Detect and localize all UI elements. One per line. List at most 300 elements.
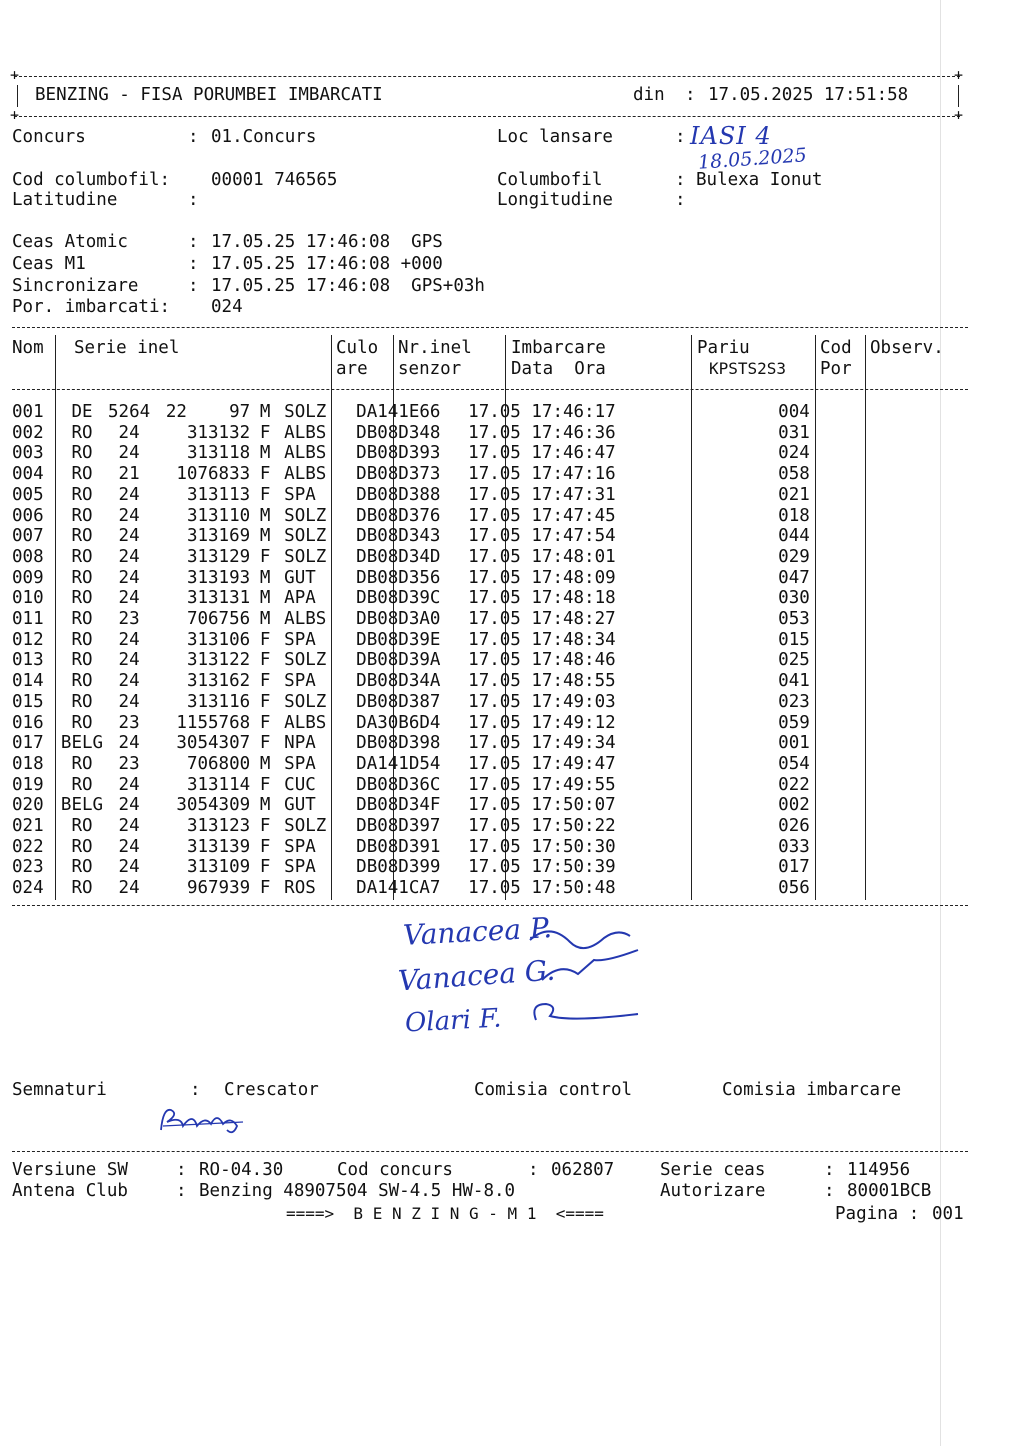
cell-pariu bbox=[652, 878, 774, 899]
table-row bbox=[12, 795, 826, 816]
cell-color: SPA bbox=[284, 629, 316, 650]
cell-nom: 022 bbox=[12, 836, 44, 857]
sincronizare-value: 17.05.25 17:46:08 GPS+03h bbox=[211, 276, 485, 296]
cell-pariu bbox=[652, 568, 774, 589]
table-border-top bbox=[12, 327, 968, 328]
porumbei-imbarcati-value: 024 bbox=[211, 297, 243, 317]
columbofil-label: Columbofil bbox=[497, 170, 603, 190]
cell-color: GUT bbox=[284, 567, 316, 588]
cell-cod-por: 029 bbox=[778, 546, 810, 567]
cell-sex: M bbox=[259, 505, 271, 526]
cell-cod-por: 041 bbox=[778, 671, 810, 692]
corner: + bbox=[954, 66, 964, 84]
header-serie-inel: Serie inel bbox=[74, 338, 180, 358]
cell-year: 24 bbox=[118, 795, 140, 816]
cell-boarding-datetime: 17.05 17:47:31 bbox=[468, 484, 616, 505]
cell-nom: 017 bbox=[12, 733, 44, 754]
cell-country: RO bbox=[71, 567, 93, 588]
cell-cod-por: 015 bbox=[778, 629, 810, 650]
cell-pariu bbox=[652, 464, 774, 485]
cell-sex: M bbox=[259, 609, 271, 630]
cell-sex: F bbox=[259, 774, 271, 795]
cell-boarding-datetime: 17.05 17:48:34 bbox=[468, 629, 616, 650]
colon: : bbox=[528, 1160, 539, 1180]
cell-color: SPA bbox=[284, 484, 316, 505]
cell-boarding-datetime: 17.05 17:49:55 bbox=[468, 774, 616, 795]
cell-ring-number: 313106 bbox=[186, 629, 251, 650]
cell-color: SPA bbox=[284, 753, 316, 774]
cell-year: 24 bbox=[118, 505, 140, 526]
cell-cod-por: 033 bbox=[778, 836, 810, 857]
cell-year: 24 bbox=[118, 526, 140, 547]
cell-nom: 004 bbox=[12, 464, 44, 485]
cell-ring-number: 313114 bbox=[186, 774, 251, 795]
cell-year: 24 bbox=[118, 546, 140, 567]
colon: : bbox=[824, 1181, 835, 1201]
cell-pariu bbox=[652, 816, 774, 837]
cell-pariu bbox=[652, 857, 774, 878]
cell-sensor-ring: DB08D376 bbox=[356, 505, 441, 526]
table-row bbox=[12, 837, 826, 858]
cell-pariu bbox=[652, 402, 774, 423]
cell-sensor-ring: DB08D387 bbox=[356, 691, 441, 712]
header-pariu-2: KPSTS2S3 bbox=[709, 359, 787, 378]
cell-ring-number: 1076833 bbox=[176, 464, 251, 485]
table-row bbox=[12, 609, 826, 630]
cell-sensor-ring: DB08D373 bbox=[356, 464, 441, 485]
cell-color: SOLZ bbox=[284, 691, 327, 712]
cell-boarding-datetime: 17.05 17:50:30 bbox=[468, 836, 616, 857]
table-row bbox=[12, 630, 826, 651]
cell-boarding-datetime: 17.05 17:50:39 bbox=[468, 857, 616, 878]
table-row bbox=[12, 506, 826, 527]
cell-boarding-datetime: 17.05 17:50:48 bbox=[468, 878, 616, 899]
cell-color: SPA bbox=[284, 836, 316, 857]
cell-pariu bbox=[652, 692, 774, 713]
cell-sensor-ring: DA141E66 bbox=[356, 402, 441, 422]
print-date: 17.05.2025 17:51:58 bbox=[708, 85, 909, 105]
cell-cod-por: 004 bbox=[778, 402, 810, 422]
table-border-bottom bbox=[12, 905, 968, 906]
cell-pariu bbox=[652, 547, 774, 568]
cell-boarding-datetime: 17.05 17:46:17 bbox=[468, 402, 616, 422]
cell-ring-number: 313116 bbox=[186, 691, 251, 712]
cell-boarding-datetime: 17.05 17:49:47 bbox=[468, 753, 616, 774]
cell-boarding-datetime: 17.05 17:46:36 bbox=[468, 422, 616, 443]
serie-ceas-value: 114956 bbox=[847, 1160, 911, 1180]
header-border-bottom bbox=[14, 116, 960, 117]
cell-cod-por: 054 bbox=[778, 753, 810, 774]
cell-boarding-datetime: 17.05 17:47:54 bbox=[468, 526, 616, 547]
cell-boarding-datetime: 17.05 17:48:27 bbox=[468, 609, 616, 630]
cell-sensor-ring: DB08D398 bbox=[356, 733, 441, 754]
cod-concurs-value: 062807 bbox=[551, 1160, 615, 1180]
cell-color: SOLZ bbox=[284, 546, 327, 567]
cell-pariu bbox=[652, 837, 774, 858]
cell-country: RO bbox=[71, 774, 93, 795]
cell-cod-por: 025 bbox=[778, 650, 810, 671]
cell-nom: 007 bbox=[12, 526, 44, 547]
cell-nom: 010 bbox=[12, 588, 44, 609]
cell-cod-por: 023 bbox=[778, 691, 810, 712]
cell-sex: M bbox=[259, 795, 271, 816]
cell-pariu bbox=[652, 506, 774, 527]
cell-color: SPA bbox=[284, 857, 316, 878]
cell-ring-number: 3054309 bbox=[176, 795, 251, 816]
cell-color: ALBS bbox=[284, 609, 327, 630]
table-row bbox=[12, 857, 826, 878]
table-row bbox=[12, 775, 826, 796]
corner: + bbox=[10, 66, 20, 84]
table-row bbox=[12, 650, 826, 671]
cell-ring-number: 967939 bbox=[186, 878, 251, 899]
cell-sex: F bbox=[259, 629, 271, 650]
cell-cod-por: 047 bbox=[778, 567, 810, 588]
ceas-atomic-value: 17.05.25 17:46:08 GPS bbox=[211, 232, 443, 252]
cell-pariu bbox=[652, 485, 774, 506]
crescator-label: Crescator bbox=[224, 1080, 319, 1100]
header-nom: Nom bbox=[12, 338, 44, 358]
cell-ring-number: 706756 bbox=[186, 609, 251, 630]
header-border-top bbox=[14, 76, 960, 77]
cell-cod-por: 059 bbox=[778, 712, 810, 733]
cell-nom: 001 bbox=[12, 402, 44, 422]
cell-sex: F bbox=[259, 878, 271, 899]
loc-lansare-handwritten: IASI 4 bbox=[690, 122, 772, 150]
cell-sensor-ring: DB08D34D bbox=[356, 546, 441, 567]
cell-boarding-datetime: 17.05 17:50:22 bbox=[468, 816, 616, 837]
table-header-border-bottom bbox=[12, 389, 968, 390]
cell-year: 5264 bbox=[108, 402, 151, 422]
cell-country: RO bbox=[71, 484, 93, 505]
cell-ring-number: 313122 bbox=[186, 650, 251, 671]
cell-country: RO bbox=[71, 691, 93, 712]
cell-year: 24 bbox=[118, 671, 140, 692]
header-border-left bbox=[17, 85, 18, 107]
colon: : bbox=[188, 276, 199, 296]
cell-ring-number: 313123 bbox=[186, 816, 251, 837]
cell-year: 24 bbox=[118, 650, 140, 671]
cell-year: 24 bbox=[118, 588, 140, 609]
latitudine-label: Latitudine bbox=[12, 190, 118, 210]
handwritten-signature-1: Vanacea P. bbox=[402, 911, 553, 952]
cell-country: RO bbox=[71, 588, 93, 609]
cell-boarding-datetime: 17.05 17:48:01 bbox=[468, 546, 616, 567]
cell-ring-number: 1155768 bbox=[176, 712, 251, 733]
cell-year: 24 bbox=[118, 567, 140, 588]
cell-nom: 006 bbox=[12, 505, 44, 526]
cell-year: 24 bbox=[118, 443, 140, 464]
table-row bbox=[12, 754, 826, 775]
cell-sensor-ring: DB08D34A bbox=[356, 671, 441, 692]
cell-country: RO bbox=[71, 526, 93, 547]
cell-nom: 014 bbox=[12, 671, 44, 692]
cell-nom: 018 bbox=[12, 753, 44, 774]
cell-nom: 003 bbox=[12, 443, 44, 464]
signature-scribbles bbox=[520, 920, 650, 1035]
cell-ring-number: 706800 bbox=[186, 753, 251, 774]
cell-color: ALBS bbox=[284, 443, 327, 464]
cell-ring-number: 313113 bbox=[186, 484, 251, 505]
footer-border-top bbox=[12, 1151, 968, 1152]
antena-club-label: Antena Club bbox=[12, 1181, 128, 1201]
handwritten-signature-2: Vanacea G. bbox=[397, 953, 557, 998]
pigeons-table-body bbox=[12, 402, 826, 899]
colon: : bbox=[685, 85, 696, 105]
longitudine-label: Longitudine bbox=[497, 190, 613, 210]
corner: + bbox=[10, 106, 20, 124]
cell-sensor-ring: DB08D388 bbox=[356, 484, 441, 505]
cell-pariu bbox=[652, 650, 774, 671]
cell-cod-por: 021 bbox=[778, 484, 810, 505]
header-nr-inel-1: Nr.inel bbox=[398, 338, 472, 358]
sincronizare-label: Sincronizare bbox=[12, 276, 139, 296]
cell-country: RO bbox=[71, 712, 93, 733]
header-pariu-1: Pariu bbox=[697, 338, 750, 358]
cell-country: RO bbox=[71, 671, 93, 692]
cell-boarding-datetime: 17.05 17:49:03 bbox=[468, 691, 616, 712]
cell-sex: F bbox=[259, 691, 271, 712]
cell-color: SOLZ bbox=[284, 402, 327, 422]
cell-color: SPA bbox=[284, 671, 316, 692]
cell-sex: F bbox=[259, 484, 271, 505]
cell-sensor-ring: DB08D343 bbox=[356, 526, 441, 547]
pagina-label: Pagina : bbox=[835, 1204, 920, 1224]
cell-country: BELG bbox=[60, 795, 104, 816]
cod-concurs-label: Cod concurs bbox=[337, 1160, 453, 1180]
cell-sex: F bbox=[259, 546, 271, 567]
cell-color: SOLZ bbox=[284, 650, 327, 671]
handwritten-signature-3: Olari F. bbox=[404, 1003, 503, 1039]
crescator-signature bbox=[155, 1102, 250, 1142]
cell-ring-number: 313169 bbox=[186, 526, 251, 547]
cell-pariu bbox=[652, 443, 774, 464]
cell-color: SOLZ bbox=[284, 505, 327, 526]
cell-nom: 008 bbox=[12, 546, 44, 567]
table-row bbox=[12, 568, 826, 589]
cell-country: RO bbox=[71, 443, 93, 464]
cell-sensor-ring: DB08D397 bbox=[356, 816, 441, 837]
cell-cod-por: 031 bbox=[778, 422, 810, 443]
cell-ring-number: 313109 bbox=[186, 857, 251, 878]
cell-cod-por: 058 bbox=[778, 464, 810, 485]
cell-sex: F bbox=[259, 733, 271, 754]
corner: + bbox=[954, 106, 964, 124]
loc-lansare-label: Loc lansare bbox=[497, 127, 613, 147]
table-row bbox=[12, 878, 826, 899]
header-cod-1: Cod bbox=[820, 338, 852, 358]
cell-pariu bbox=[652, 775, 774, 796]
cell-country: RO bbox=[71, 816, 93, 837]
cell-country: RO bbox=[71, 836, 93, 857]
cell-cod-por: 022 bbox=[778, 774, 810, 795]
cell-boarding-datetime: 17.05 17:48:46 bbox=[468, 650, 616, 671]
cell-color: SOLZ bbox=[284, 816, 327, 837]
colon: : bbox=[675, 190, 686, 210]
cell-pariu bbox=[652, 733, 774, 754]
cell-ring-number: 313129 bbox=[186, 546, 251, 567]
cell-ring-number: 313110 bbox=[186, 505, 251, 526]
ceas-m1-label: Ceas M1 bbox=[12, 254, 86, 274]
cell-pariu bbox=[652, 588, 774, 609]
cell-sex: F bbox=[259, 650, 271, 671]
versiune-sw-value: RO-04.30 bbox=[199, 1160, 284, 1180]
benzing-banner: ====> B E N Z I N G - M 1 <==== bbox=[286, 1204, 604, 1223]
cell-cod-por: 002 bbox=[778, 795, 810, 816]
cell-country: RO bbox=[71, 753, 93, 774]
cell-sensor-ring: DB08D348 bbox=[356, 422, 441, 443]
cell-nom: 020 bbox=[12, 795, 44, 816]
cell-sex: F bbox=[259, 857, 271, 878]
cell-sex: F bbox=[259, 836, 271, 857]
table-row bbox=[12, 423, 826, 444]
header-observatii: Observ. bbox=[870, 338, 944, 358]
cell-sex: M bbox=[259, 443, 271, 464]
cell-country: RO bbox=[71, 505, 93, 526]
concurs-label: Concurs bbox=[12, 127, 86, 147]
cell-cod-por: 001 bbox=[778, 733, 810, 754]
header-culoare-1: Culo bbox=[336, 338, 379, 358]
cell-country: RO bbox=[71, 878, 93, 899]
columbofil-value: Bulexa Ionut bbox=[696, 170, 823, 190]
table-row bbox=[12, 402, 826, 423]
cell-cod-por: 053 bbox=[778, 609, 810, 630]
cell-sex: F bbox=[259, 712, 271, 733]
cell-color: ALBS bbox=[284, 712, 327, 733]
colon: : bbox=[188, 127, 199, 147]
semnaturi-label: Semnaturi bbox=[12, 1080, 107, 1100]
cell-sex: M bbox=[259, 753, 271, 774]
cell-sensor-ring: DB08D393 bbox=[356, 443, 441, 464]
cell-color: SOLZ bbox=[284, 526, 327, 547]
autorizare-label: Autorizare bbox=[660, 1181, 766, 1201]
comisia-control-label: Comisia control bbox=[474, 1080, 633, 1100]
cell-sex: M bbox=[259, 402, 271, 422]
cell-sensor-ring: DA141CA7 bbox=[356, 878, 441, 899]
ceas-atomic-label: Ceas Atomic bbox=[12, 232, 128, 252]
antena-club-value: Benzing 48907504 SW-4.5 HW-8.0 bbox=[199, 1181, 516, 1201]
cell-ring-number: 313193 bbox=[186, 567, 251, 588]
cell-boarding-datetime: 17.05 17:49:12 bbox=[468, 712, 616, 733]
table-row bbox=[12, 588, 826, 609]
cell-year: 24 bbox=[118, 629, 140, 650]
cell-boarding-datetime: 17.05 17:48:09 bbox=[468, 567, 616, 588]
cod-columbofil-value: 00001 746565 bbox=[211, 170, 338, 190]
cell-nom: 009 bbox=[12, 567, 44, 588]
cell-year: 23 bbox=[118, 712, 140, 733]
pigeons-table bbox=[12, 402, 826, 899]
cell-sensor-ring: DB08D356 bbox=[356, 567, 441, 588]
cell-sensor-ring: DB08D39A bbox=[356, 650, 441, 671]
table-row bbox=[12, 816, 826, 837]
cell-cod-por: 044 bbox=[778, 526, 810, 547]
page-edge bbox=[940, 0, 941, 1446]
cell-sensor-ring: DA30B6D4 bbox=[356, 712, 441, 733]
porumbei-imbarcati-label: Por. imbarcati: bbox=[12, 297, 171, 317]
cell-country: RO bbox=[71, 546, 93, 567]
table-row bbox=[12, 526, 826, 547]
cell-country: BELG bbox=[60, 733, 104, 754]
cell-pariu bbox=[652, 754, 774, 775]
cell-country: RO bbox=[71, 464, 93, 485]
cell-sensor-ring: DB08D399 bbox=[356, 857, 441, 878]
ceas-m1-value: 17.05.25 17:46:08 +000 bbox=[211, 254, 443, 274]
colon: : bbox=[188, 254, 199, 274]
cell-sex: F bbox=[259, 464, 271, 485]
cell-nom: 002 bbox=[12, 422, 44, 443]
cell-boarding-datetime: 17.05 17:50:07 bbox=[468, 795, 616, 816]
cell-sensor-ring: DA141D54 bbox=[356, 753, 441, 774]
versiune-sw-label: Versiune SW bbox=[12, 1160, 128, 1180]
cell-sensor-ring: DB08D3A0 bbox=[356, 609, 441, 630]
table-row bbox=[12, 692, 826, 713]
cell-country: RO bbox=[71, 629, 93, 650]
table-row bbox=[12, 464, 826, 485]
cell-boarding-datetime: 17.05 17:48:55 bbox=[468, 671, 616, 692]
cell-color: GUT bbox=[284, 795, 316, 816]
cell-boarding-datetime: 17.05 17:49:34 bbox=[468, 733, 616, 754]
cell-cod-por: 056 bbox=[778, 878, 810, 899]
cell-pariu bbox=[652, 713, 774, 734]
cell-year: 24 bbox=[118, 774, 140, 795]
cell-cod-por: 018 bbox=[778, 505, 810, 526]
cell-sensor-ring: DB08D39C bbox=[356, 588, 441, 609]
cell-ring-number: 313162 bbox=[186, 671, 251, 692]
pagina-value: 001 bbox=[932, 1204, 964, 1224]
cell-color: ALBS bbox=[284, 464, 327, 485]
cell-year: 24 bbox=[118, 816, 140, 837]
autorizare-value: 80001BCB bbox=[847, 1181, 932, 1201]
header-culoare-2: are bbox=[336, 359, 368, 379]
colon: : bbox=[176, 1160, 187, 1180]
cell-sensor-ring: DB08D391 bbox=[356, 836, 441, 857]
cod-columbofil-label: Cod columbofil: bbox=[12, 170, 171, 190]
cell-nom: 012 bbox=[12, 629, 44, 650]
cell-sex: M bbox=[259, 567, 271, 588]
cell-ring-number: 313131 bbox=[186, 588, 251, 609]
cell-year: 24 bbox=[118, 733, 140, 754]
table-row bbox=[12, 547, 826, 568]
cell-nom: 011 bbox=[12, 609, 44, 630]
cell-cod-por: 024 bbox=[778, 443, 810, 464]
cell-nom: 024 bbox=[12, 878, 44, 899]
cell-cod-por: 026 bbox=[778, 816, 810, 837]
cell-nom: 016 bbox=[12, 712, 44, 733]
cell-pariu bbox=[652, 423, 774, 444]
cell-year: 24 bbox=[118, 422, 140, 443]
cell-pariu bbox=[652, 630, 774, 651]
cell-year: 24 bbox=[118, 836, 140, 857]
cell-sensor-ring: DB08D34F bbox=[356, 795, 441, 816]
table-row bbox=[12, 713, 826, 734]
cell-sex: F bbox=[259, 671, 271, 692]
date-label: din bbox=[633, 85, 665, 105]
cell-year: 23 bbox=[118, 753, 140, 774]
cell-pariu bbox=[652, 795, 774, 816]
cell-ring-number: 313139 bbox=[186, 836, 251, 857]
cell-sex: M bbox=[259, 526, 271, 547]
cell-sex: F bbox=[259, 422, 271, 443]
cell-ring-number: 3054307 bbox=[176, 733, 251, 754]
cell-year: 24 bbox=[118, 878, 140, 899]
cell-nom: 023 bbox=[12, 857, 44, 878]
cell-sensor-ring: DB08D39E bbox=[356, 629, 441, 650]
cell-color: ROS bbox=[284, 878, 316, 899]
colon: : bbox=[675, 170, 686, 190]
cell-pariu bbox=[652, 671, 774, 692]
cell-color: APA bbox=[284, 588, 316, 609]
colon: : bbox=[176, 1181, 187, 1201]
